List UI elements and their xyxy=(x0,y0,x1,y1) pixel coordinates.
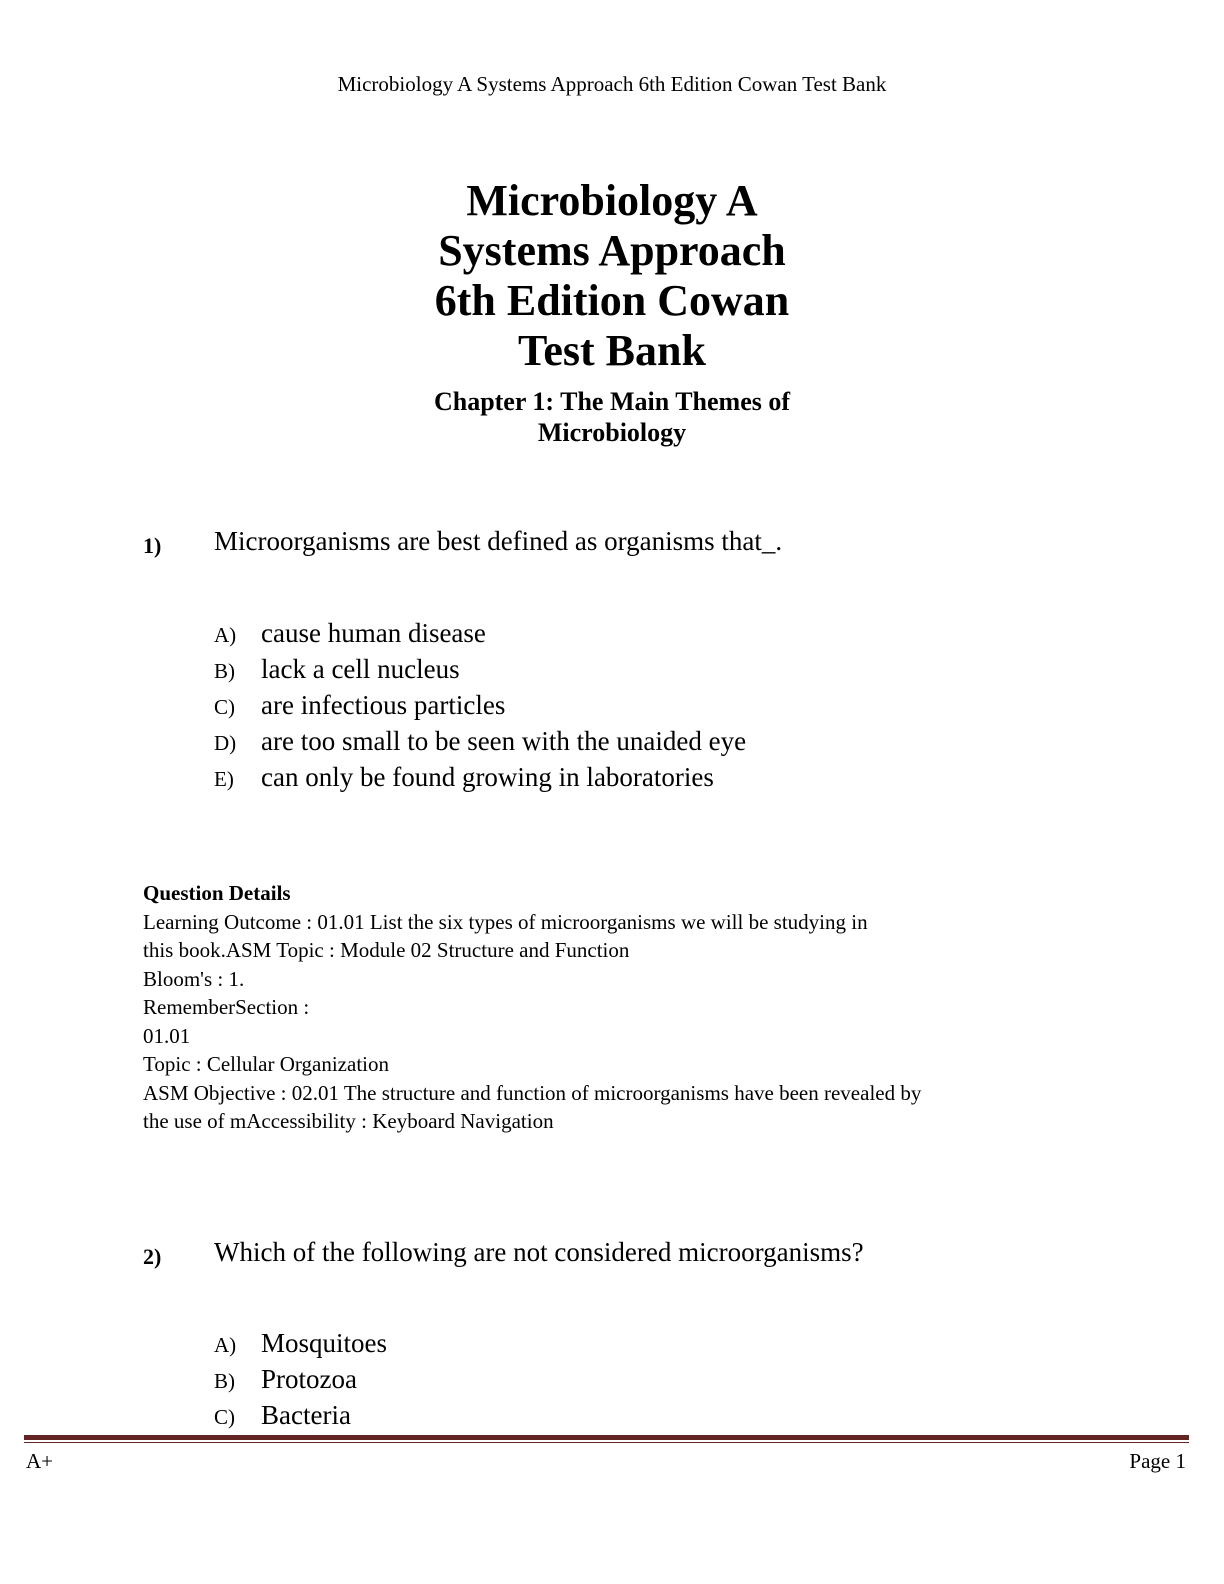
footer-rule xyxy=(24,1435,1189,1440)
details-line: 01.01 xyxy=(143,1023,191,1048)
question-number: 1) xyxy=(143,533,162,558)
option-text: Bacteria xyxy=(261,1400,351,1430)
footer-rule-thin xyxy=(24,1442,1189,1443)
option-text: lack a cell nucleus xyxy=(261,654,460,684)
option-letter: C) xyxy=(214,1405,235,1429)
option-text: cause human disease xyxy=(261,618,486,648)
question-number: 2) xyxy=(143,1244,162,1269)
running-header: Microbiology A Systems Approach 6th Edition Cowan Test Bank xyxy=(337,72,887,96)
question-details-heading: Question Details xyxy=(143,881,291,905)
option-c xyxy=(214,1400,351,1436)
option-a xyxy=(214,1328,387,1364)
option-b xyxy=(214,654,460,690)
question-details xyxy=(143,879,963,1136)
details-line: Bloom's : 1. xyxy=(143,966,245,991)
title-block xyxy=(0,176,1224,448)
option-letter: E) xyxy=(214,767,234,791)
option-d xyxy=(214,726,746,762)
option-text: are infectious particles xyxy=(261,690,506,720)
option-letter: A) xyxy=(214,1333,237,1357)
option-e xyxy=(214,762,714,798)
option-letter: A) xyxy=(214,623,237,647)
option-text: Mosquitoes xyxy=(261,1328,388,1358)
details-line: Topic : Cellular Organization xyxy=(143,1052,389,1076)
option-letter: D) xyxy=(214,731,237,755)
option-letter: C) xyxy=(214,695,235,719)
option-b xyxy=(214,1364,357,1400)
question-text: Microorganisms are best defined as organisms that_. xyxy=(214,526,783,556)
option-text: Protozoa xyxy=(261,1364,357,1394)
option-letter: B) xyxy=(214,659,235,683)
chapter-title: Chapter 1: The Main Themes of Microbiology xyxy=(433,387,791,447)
option-a xyxy=(214,618,486,654)
option-c xyxy=(214,690,505,726)
details-line: RememberSection : xyxy=(143,995,310,1019)
footer-grade-label: A+ xyxy=(26,1449,54,1473)
document-title: Microbiology A Systems Approach 6th Edition Cowan Test Bank xyxy=(434,176,790,375)
question-text: Which of the following are not considered microorganisms? xyxy=(214,1237,864,1267)
page-number: Page 1 xyxy=(1129,1449,1186,1473)
details-line: Learning Outcome : 01.01 List the six types of microorganisms we will be studying in xyxy=(143,909,868,934)
details-line: ASM Objective : 02.01 The structure and function of microorganisms have been revealed by xyxy=(143,1080,922,1105)
option-text: are too small to be seen with the unaided eye xyxy=(261,726,747,756)
details-line: the use of mAccessibility : Keyboard Navigation xyxy=(143,1109,554,1133)
option-letter: B) xyxy=(214,1369,235,1393)
option-text: can only be found growing in laboratories xyxy=(261,762,714,792)
details-line: this book.ASM Topic : Module 02 Structure and Function xyxy=(143,938,630,962)
